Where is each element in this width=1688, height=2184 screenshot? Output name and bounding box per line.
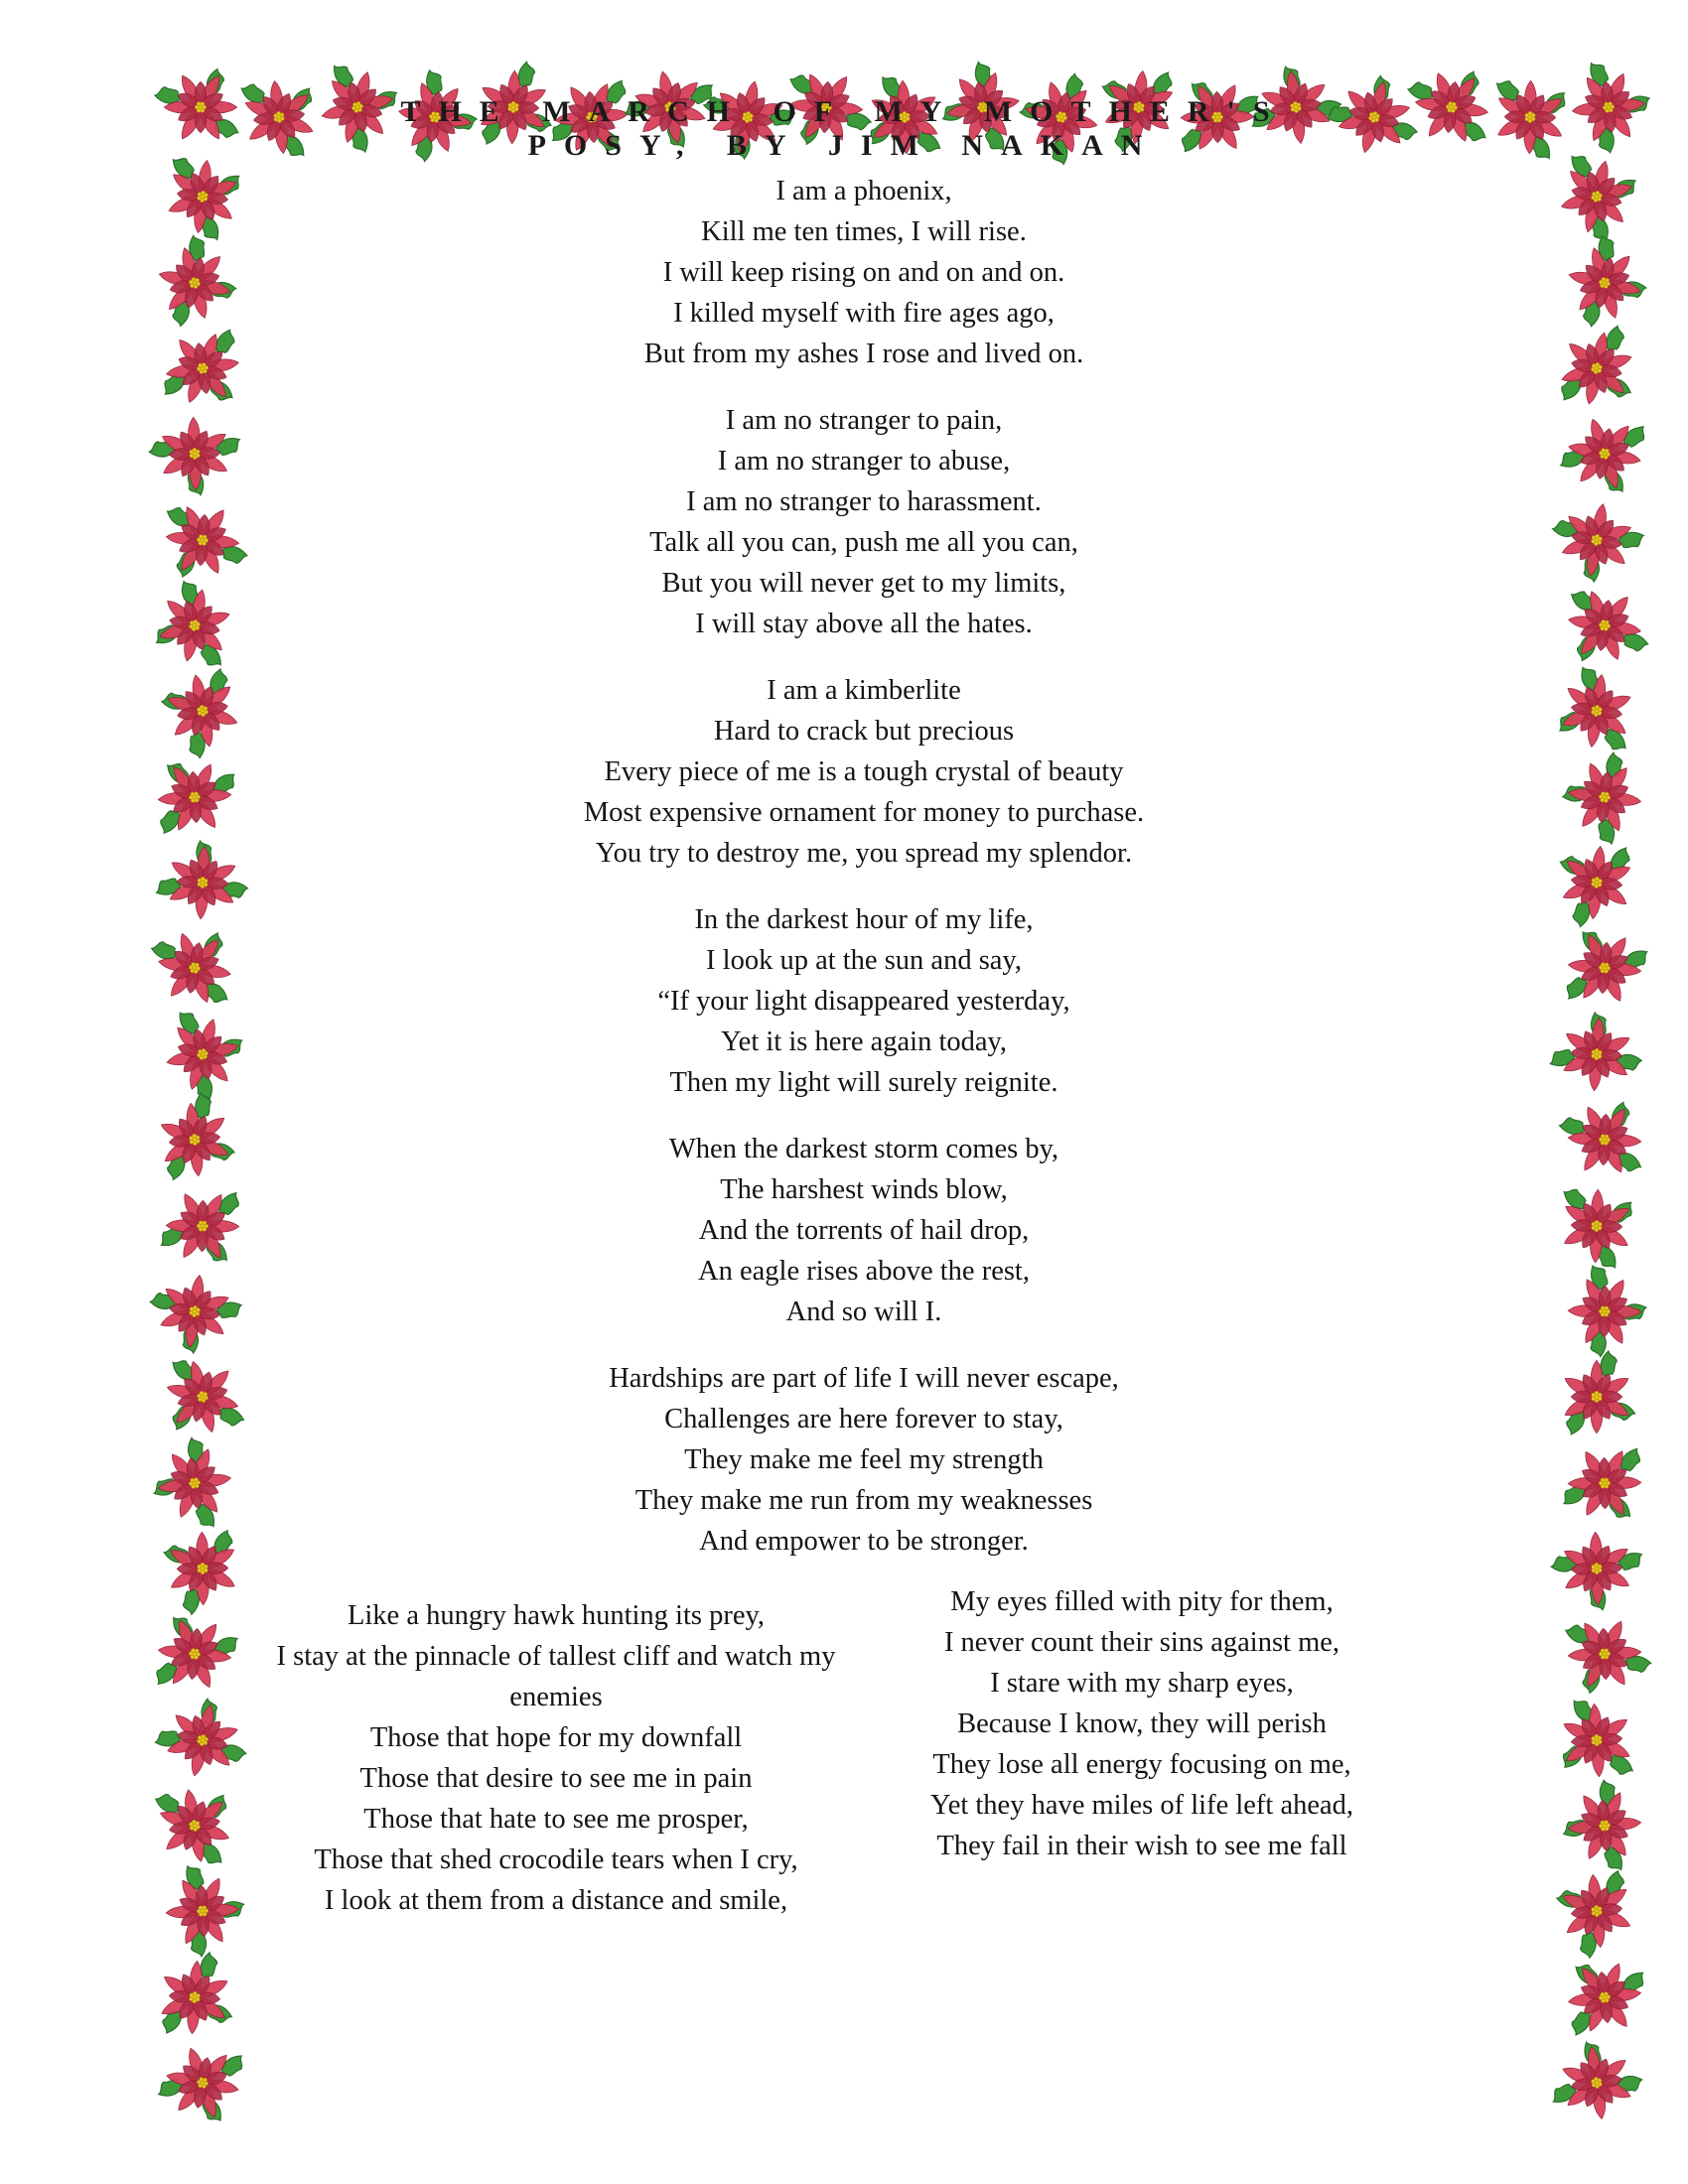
- poinsettia-icon: [157, 1695, 248, 1786]
- poinsettia-icon: [157, 1351, 248, 1442]
- poinsettia-icon: [1559, 1608, 1650, 1700]
- stanza-2: [278, 400, 1450, 644]
- poinsettia-icon: [1551, 837, 1642, 928]
- poinsettia-icon: [1551, 665, 1642, 756]
- poem-line: They make me feel my strength: [684, 1444, 1044, 1475]
- poinsettia-icon: [1563, 62, 1654, 153]
- poem-line: Kill me ten times, I will rise.: [701, 216, 1027, 247]
- poem-line: I am a kimberlite: [767, 675, 961, 706]
- poinsettia-icon: [149, 1094, 240, 1185]
- poinsettia-icon: [157, 2037, 248, 2128]
- poinsettia-icon: [149, 1608, 240, 1700]
- poinsettia-icon: [1559, 1437, 1650, 1529]
- poem-line: They lose all energy focusing on me,: [932, 1749, 1351, 1780]
- poinsettia-icon: [157, 837, 248, 928]
- poinsettia-icon: [157, 665, 248, 756]
- poem-line: Yet they have miles of life left ahead,: [929, 1790, 1354, 1821]
- poinsettia-icon: [1559, 922, 1650, 1014]
- poem-line: And empower to be stronger.: [699, 1526, 1029, 1557]
- poem-line: When the darkest storm comes by,: [668, 1134, 1059, 1164]
- poinsettia-icon: [1559, 1094, 1650, 1185]
- poem-line: Yet it is here again today,: [720, 1026, 1008, 1057]
- poinsettia-icon: [157, 323, 248, 414]
- poem-line: Those that hope for my downfall: [369, 1722, 743, 1753]
- poem-line: Like a hungry hawk hunting its prey,: [347, 1600, 766, 1631]
- poem-line: Because I know, they will perish: [957, 1708, 1327, 1739]
- poinsettia-icon: [149, 237, 240, 329]
- poem-line: “If your light disappeared yesterday,: [657, 986, 1070, 1017]
- poem-line: They make me run from my weaknesses: [634, 1485, 1093, 1516]
- poem-line: I look up at the sun and say,: [706, 945, 1022, 976]
- poem-line: I am a phoenix,: [775, 176, 952, 206]
- poinsettia-icon: [1551, 1865, 1642, 1957]
- poem-line: Those that hate to see me prosper,: [363, 1804, 749, 1835]
- poinsettia-icon: [157, 494, 248, 586]
- poem-line: And the torrents of hail drop,: [698, 1215, 1030, 1246]
- poem-line: I killed myself with fire ages ago,: [673, 298, 1055, 329]
- poem-line: I am no stranger to abuse,: [717, 446, 1011, 477]
- poinsettia-icon: [149, 922, 240, 1014]
- poem-line: I look at them from a distance and smile,: [324, 1885, 788, 1916]
- poem-line: But you will never get to my limits,: [661, 568, 1066, 599]
- poinsettia-icon: [1551, 1351, 1642, 1442]
- poinsettia-icon: [157, 1180, 248, 1272]
- poinsettia-icon: [149, 580, 240, 671]
- poinsettia-icon: [1551, 2037, 1642, 2128]
- poinsettia-icon: [1559, 580, 1650, 671]
- poinsettia-icon: [149, 1952, 240, 2043]
- poinsettia-icon: [1559, 237, 1650, 329]
- poem-line: Those that desire to see me in pain: [359, 1763, 753, 1794]
- stanza-1: [278, 171, 1450, 374]
- poem-line: I stare with my sharp eyes,: [990, 1668, 1294, 1699]
- poem-line: I stay at the pinnacle of tallest cliff and watch my enemies: [276, 1641, 836, 1712]
- poinsettia-icon: [157, 1865, 248, 1957]
- poem-line: Hardships are part of life I will never escape,: [609, 1363, 1119, 1394]
- poem-line: You try to destroy me, you spread my splendor.: [595, 838, 1133, 869]
- poinsettia-icon: [149, 408, 240, 499]
- poinsettia-icon: [1559, 751, 1650, 843]
- poem-line: Every piece of me is a tough crystal of beauty: [604, 756, 1124, 787]
- poinsettia-icon: [149, 1780, 240, 1871]
- poem-line: I am no stranger to harassment.: [686, 486, 1042, 517]
- stanza-4: [278, 899, 1450, 1103]
- poem-line: I will stay above all the hates.: [695, 609, 1033, 639]
- stanza-6: [278, 1358, 1450, 1562]
- left-column-stanza: [268, 1595, 844, 1921]
- poem-title: THE MARCH OF MY MOTHER'S POSY, BY JIM NAKAN: [400, 95, 1288, 162]
- poem-line: Then my light will surely reignite.: [669, 1067, 1058, 1098]
- poinsettia-icon: [1551, 1009, 1642, 1100]
- poem-line: But from my ashes I rose and lived on.: [643, 339, 1084, 369]
- poinsettia-icon: [157, 1523, 248, 1614]
- poinsettia-icon: [1559, 1780, 1650, 1871]
- poinsettia-icon: [149, 751, 240, 843]
- poinsettia-icon: [1551, 1523, 1642, 1614]
- poem-line: Hard to crack but precious: [713, 716, 1015, 747]
- poinsettia-icon: [1559, 1952, 1650, 2043]
- poinsettia-icon: [1551, 323, 1642, 414]
- poem-line: I never count their sins against me,: [943, 1627, 1340, 1658]
- poem-line: My eyes filled with pity for them,: [950, 1586, 1334, 1617]
- poem-line: Those that shed crocodile tears when I cry,: [314, 1844, 798, 1875]
- poem-line: The harshest winds blow,: [720, 1174, 1008, 1205]
- right-column-stanza: [894, 1581, 1390, 1866]
- poem-line: Challenges are here forever to stay,: [664, 1404, 1063, 1434]
- poem-line: And so will I.: [785, 1297, 942, 1327]
- poinsettia-icon: [1551, 1180, 1642, 1272]
- poinsettia-icon: [1559, 1266, 1650, 1357]
- poinsettia-icon: [157, 1009, 248, 1100]
- stanza-5: [278, 1129, 1450, 1332]
- poem-line: An eagle rises above the rest,: [698, 1256, 1030, 1287]
- poem-line: They fail in their wish to see me fall: [936, 1831, 1347, 1861]
- poem-line: Most expensive ornament for money to purchase.: [583, 797, 1145, 828]
- poem-line: I will keep rising on and on and on.: [662, 257, 1065, 288]
- poinsettia-icon: [1551, 151, 1642, 242]
- poem-line: In the darkest hour of my life,: [694, 904, 1034, 935]
- poinsettia-icon: [1551, 494, 1642, 586]
- poinsettia-icon: [157, 151, 248, 242]
- poinsettia-icon: [1559, 408, 1650, 499]
- poinsettia-icon: [149, 1266, 240, 1357]
- poinsettia-icon: [149, 1437, 240, 1529]
- poem-body: [278, 171, 1450, 1587]
- poem-line: Talk all you can, push me all you can,: [649, 527, 1078, 558]
- stanza-3: [278, 670, 1450, 874]
- poem-line: I am no stranger to pain,: [725, 405, 1003, 436]
- poinsettia-icon: [1551, 1695, 1642, 1786]
